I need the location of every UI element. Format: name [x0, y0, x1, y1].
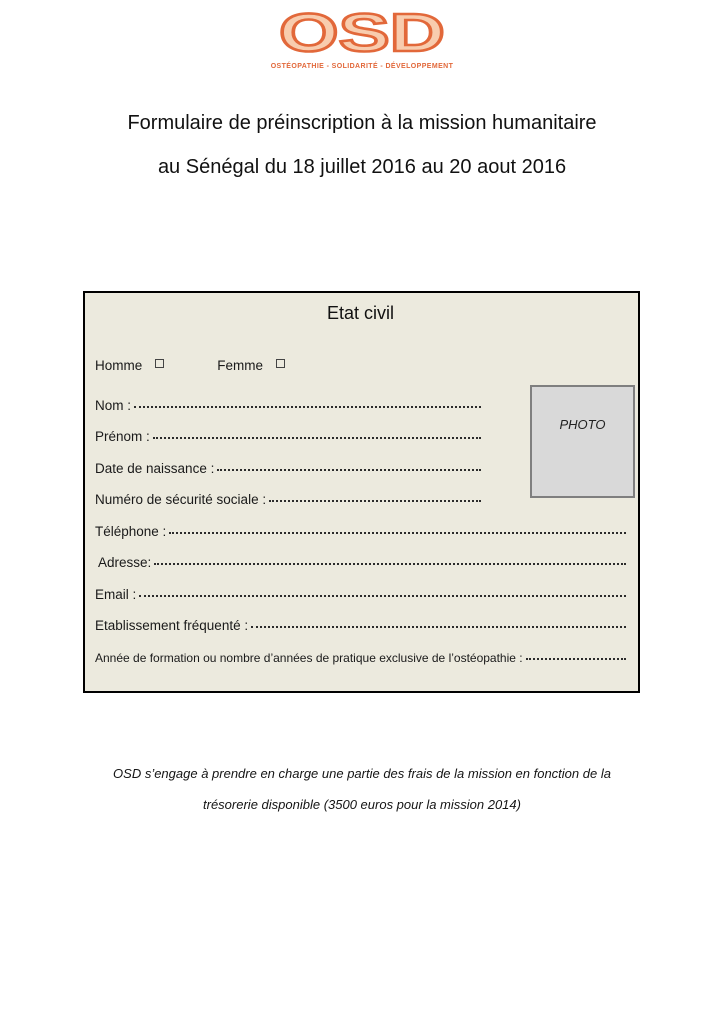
- femme-label: Femme: [217, 357, 264, 373]
- dotted-input-line-etablissement[interactable]: [251, 626, 626, 628]
- footer-note-line1: OSD s’engage à prendre en charge une partie des frais de la mission en fonction de la: [113, 766, 611, 781]
- dotted-input-line-numero-securite-sociale[interactable]: [269, 500, 481, 502]
- form-field-date-naissance: [95, 444, 481, 476]
- field-label-numero-securite-sociale: Numéro de sécurité sociale :: [95, 492, 267, 507]
- form-title: [0, 101, 724, 189]
- etat-civil-section: [83, 291, 640, 693]
- dotted-input-line-adresse[interactable]: [154, 563, 626, 565]
- form-field-numero-securite-sociale: [95, 476, 481, 508]
- dotted-input-line-nom[interactable]: [134, 406, 481, 408]
- etat-civil-heading: Etat civil: [326, 303, 395, 323]
- form-title-line2: au Sénégal du 18 juillet 2016 au 20 aout 2016: [157, 156, 567, 178]
- femme-checkbox[interactable]: [276, 359, 285, 368]
- homme-checkbox[interactable]: [155, 359, 164, 368]
- photo-label: PHOTO: [559, 417, 606, 432]
- dotted-input-line-telephone[interactable]: [169, 532, 626, 534]
- dotted-input-line-email[interactable]: [139, 595, 626, 597]
- photo-placeholder-box: [530, 385, 635, 498]
- form-field-prenom: [95, 413, 481, 445]
- form-title-line1: Formulaire de préinscription à la mission humanitaire: [127, 112, 597, 134]
- dotted-input-line-prenom[interactable]: [153, 437, 481, 439]
- field-label-annee-formation: Année de formation ou nombre d’années de pratique exclusive de l’ostéopathie :: [95, 650, 523, 665]
- form-field-telephone: [95, 507, 626, 539]
- field-label-date-naissance: Date de naissance :: [95, 460, 215, 476]
- form-field-adresse: [95, 539, 626, 571]
- svg-text:OSD: OSD: [279, 4, 445, 62]
- footer-note: [0, 758, 724, 820]
- form-field-annee-formation: [95, 633, 626, 665]
- osd-hands-logo-icon: [273, 4, 451, 62]
- dotted-input-line-date-naissance[interactable]: [217, 469, 481, 471]
- form-field-etablissement: [95, 602, 626, 634]
- field-label-telephone: Téléphone :: [95, 523, 167, 539]
- field-label-prenom: Prénom :: [95, 429, 150, 444]
- field-label-adresse: Adresse:: [95, 555, 152, 570]
- field-label-etablissement: Etablissement fréquenté :: [95, 618, 249, 633]
- dotted-input-line-annee-formation[interactable]: [526, 658, 626, 660]
- homme-label: Homme: [95, 357, 143, 373]
- field-label-email: Email :: [95, 586, 137, 602]
- osd-logo: [0, 4, 724, 70]
- footer-note-line2: trésorerie disponible (3500 euros pour la mission 2014): [203, 797, 521, 812]
- form-field-nom: [95, 381, 481, 413]
- field-label-nom: Nom :: [95, 397, 132, 413]
- form-field-email: [95, 570, 626, 602]
- osd-logo-tagline: OSTÉOPATHIE - SOLIDARITÉ - DÉVELOPPEMENT: [270, 63, 454, 70]
- gender-row: [95, 357, 626, 373]
